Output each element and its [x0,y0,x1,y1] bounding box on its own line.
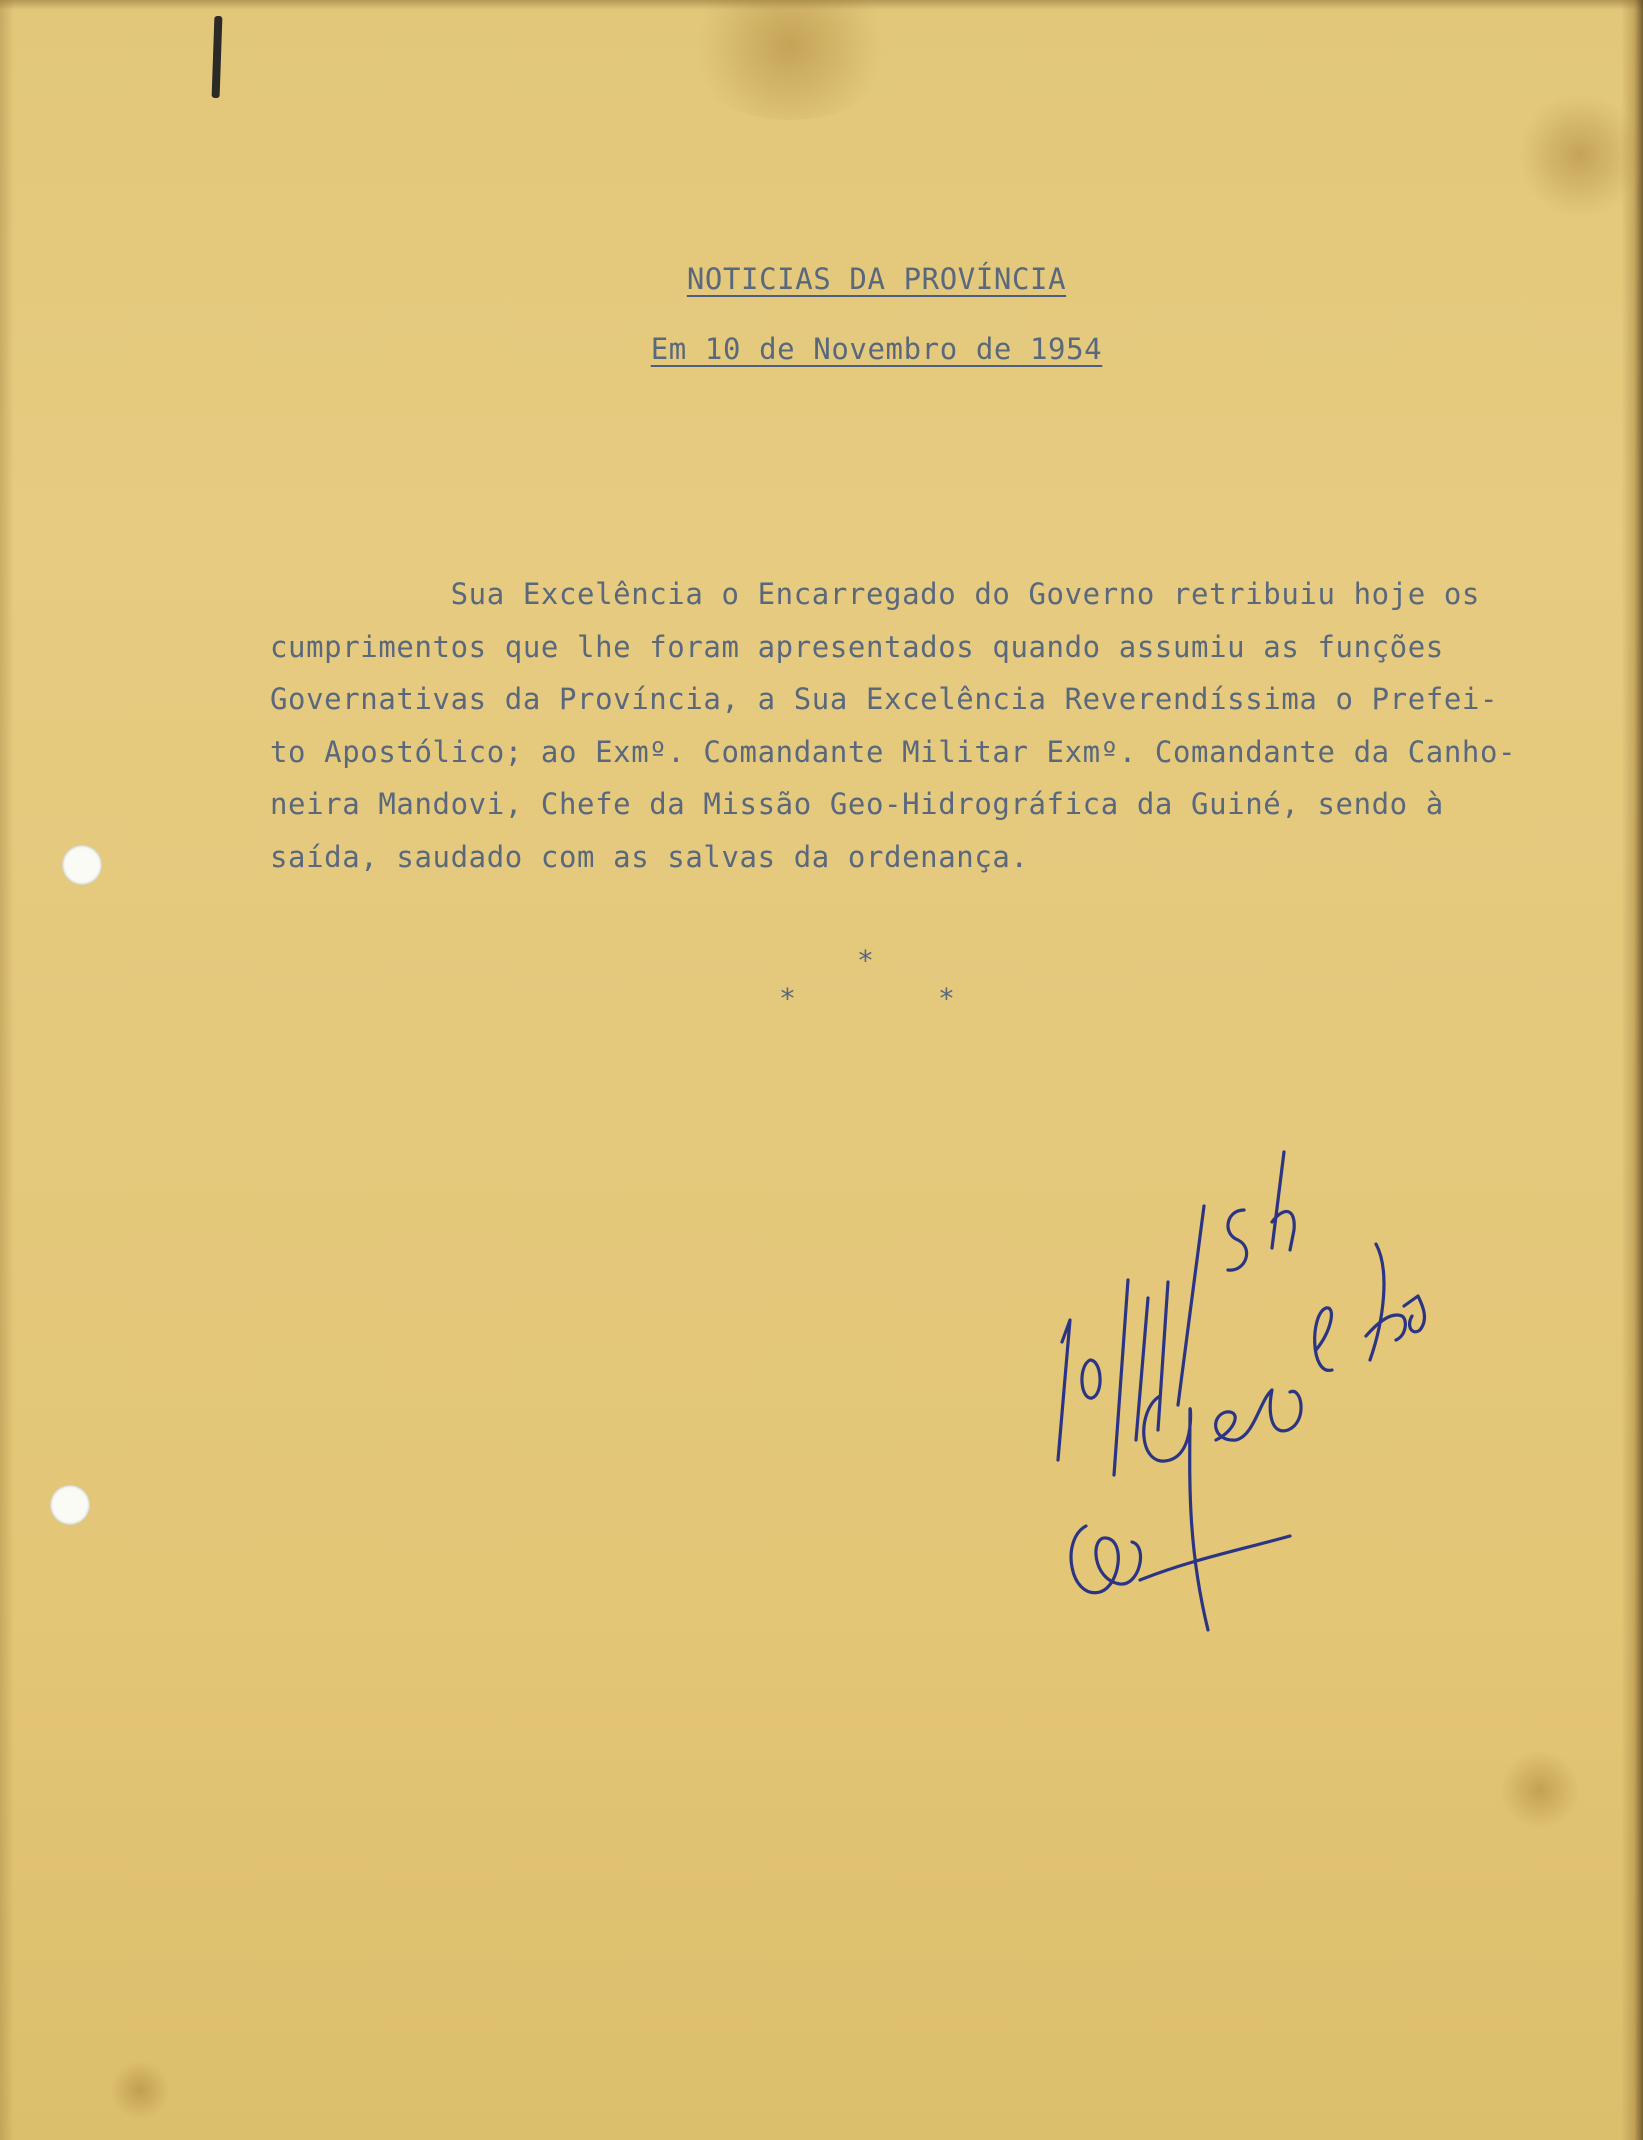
handwritten-date [1228,1210,1247,1270]
body-line: neira Mandovi, Chefe da Missão Geo-Hidrográfica da Guiné, sendo à [270,787,1444,821]
handwritten-date [1114,1280,1128,1475]
paper-edge-left [0,0,14,2140]
signature-stroke [1144,1396,1208,1630]
paper-edge-right [1621,0,1643,2140]
signature-stroke [1404,1296,1424,1332]
signature-stroke [1216,1390,1301,1440]
body-line: cumprimentos que lhe foram apresentados quando assumiu as funções [270,629,1444,664]
handwritten-date [1158,1282,1168,1430]
separator-star-right: * [938,982,955,1015]
signature-stroke [1366,1315,1405,1340]
body-line: saída, saudado com as salvas da ordenança. [270,839,1029,874]
paper-stain [1500,1750,1580,1830]
signature-stroke [1315,1308,1332,1371]
body-line: Governativas da Província, a Sua Excelência Reverendíssima o Prefei- [270,682,1499,716]
paper-stain [1520,90,1640,220]
signature-stroke [1140,1536,1290,1580]
document-date: Em 10 de Novembro de 1954 [650,332,1103,366]
body-line: Sua Excelência o Encarregado do Governo retribuiu hoje os [270,577,1480,611]
punch-hole-lower [50,1485,90,1525]
document-title: NOTICIAS DA PROVÍNCIA [686,262,1067,296]
paper-stain [680,0,900,120]
paper-stain [110,2060,170,2120]
punch-hole-upper [62,845,102,885]
handwritten-date [1272,1152,1294,1250]
ink-mark [212,16,223,98]
handwritten-date [1178,1206,1204,1405]
body-line: to Apostólico; ao Exmº. Comandante Militar Exmº. Comandante da Canho- [270,734,1517,769]
separator-star-top: * [857,944,874,977]
signature-stroke [1071,1526,1140,1593]
separator-star-left: * [779,982,796,1015]
handwritten-annotation [1040,1140,1520,1640]
document-body [270,568,1590,883]
signature-stroke [1370,1244,1384,1360]
handwritten-date [1082,1360,1100,1398]
handwritten-date [1058,1320,1070,1460]
